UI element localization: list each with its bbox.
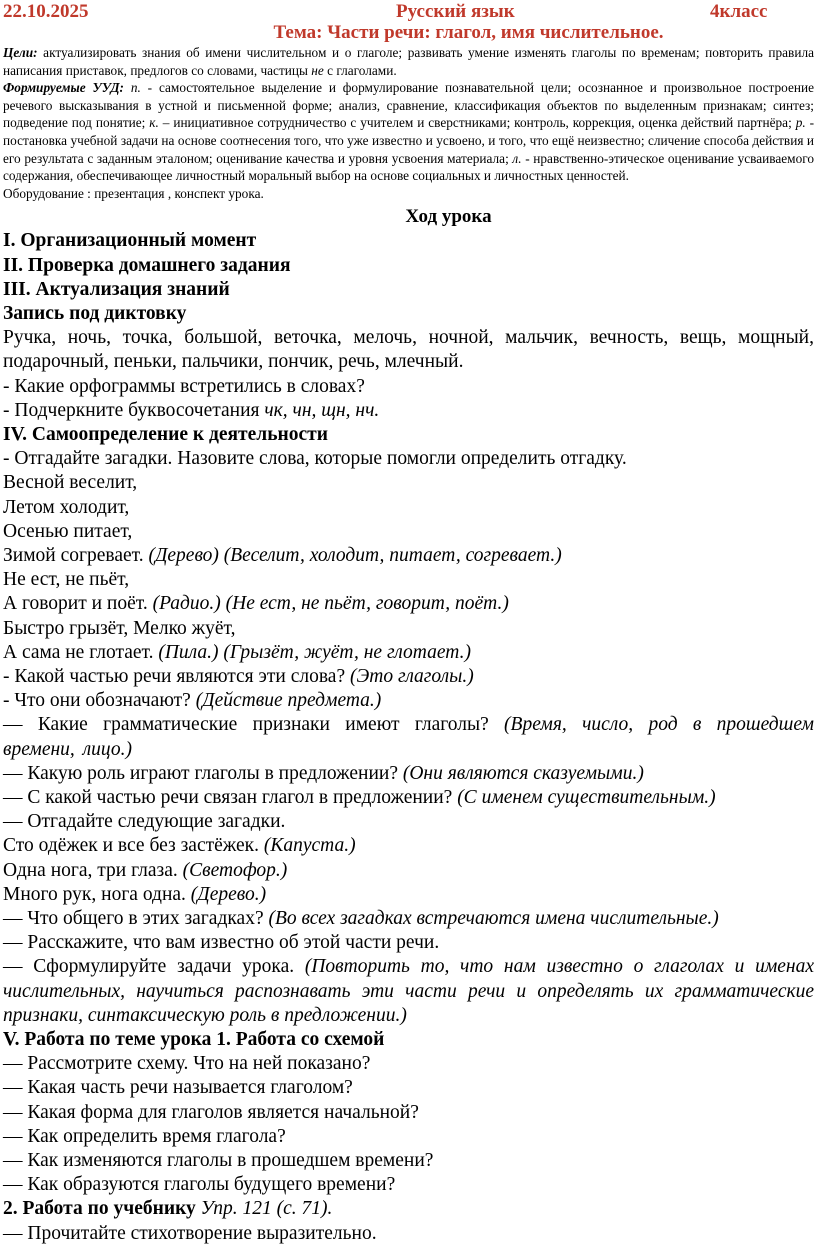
lesson-date: 22.10.2025 <box>3 1 89 22</box>
question-line: — Прочитайте стихотворение выразительно. <box>3 1222 377 1244</box>
course-title: Ход урока <box>405 206 492 228</box>
uud-k-label: к. <box>149 115 159 131</box>
goals-text: актуализировать знания об имени числительном и о глаголе; развивать умение изменять глаголы по временам; повторить правила написания приставок, предлогов со словами, частицы <box>3 45 814 78</box>
uud-l-text: - нравственно-этическое оценивание усваиваемого содержания, обеспечивающее личностный моральный выбор на основе социальных и личностных ценностей. <box>3 150 814 184</box>
uud-l-label: л. <box>512 150 522 166</box>
question-line: — Отгадайте следующие загадки. <box>3 811 286 833</box>
riddle-line: Одна нога, три глаза. (Светофор.) <box>3 859 288 881</box>
question-line: - Подчеркните буквосочетания чк, чн, щн, нч. <box>3 399 380 421</box>
uud-r-text: - постановка учебной задачи на основе соотнесения того, что уже известно и усвоено, и того, что ещё неизвестно; сличение способа действия и его результата с заданным эталоном; оценивание качества и уровня усвоения материала; <box>3 115 815 166</box>
goals-ne: не <box>311 62 324 78</box>
uud-p-label: п. <box>130 80 141 96</box>
goals-label: Цели: <box>3 45 38 60</box>
question-line: — Как образуются глаголы будущего времени? <box>3 1174 396 1196</box>
riddle-line: Летом холодит, <box>3 496 130 518</box>
uud-p-text: - самостоятельное выделение и формулирование познавательной цели; осознанное и произвольное построение речевого высказывания в устной и письменной форме; анализ, сравнение, классификация объектов по выделенным признакам; синтез; подведение под понятие; <box>3 80 815 131</box>
equipment-line: Оборудование : презентация , конспект урока. <box>3 185 264 201</box>
uud-r-label: р. <box>795 115 806 131</box>
question-line: — Сформулируйте задачи урока. (Повторить то, что нам известно о глаголах и именах числительных, научиться распознавать эти части речи и определять их грамматические признаки, синтаксическую роль в предложении.) <box>3 956 814 1026</box>
riddle-line: Осенью питает, <box>3 520 133 542</box>
uud-k-text: – инициативное сотрудничество с учителем и сверстниками; контроль, коррекция, оценка действий партнёра; <box>162 115 792 131</box>
riddle-line: Не ест, не пьёт, <box>3 569 130 591</box>
section-heading: 2. Работа по учебнику Упр. 121 (с. 71). <box>3 1198 333 1220</box>
riddle-line: А сама не глотает. (Пила.) (Грызёт, жуёт, не глотает.) <box>3 641 471 663</box>
question-line: - Что они обозначают? (Действие предмета.) <box>3 690 382 712</box>
dictation-words: Ручка, ночь, точка, большой, веточка, мелочь, ночной, мальчик, вечность, вещь, мощный, подарочный, пеньки, пальчики, пончик, речь, млечный. <box>3 327 814 373</box>
lesson-grade: 4класс <box>710 1 768 22</box>
question-line: - Какие орфограммы встретились в словах? <box>3 375 365 397</box>
question-line: — Какую роль играют глаголы в предложении? (Они являются сказуемыми.) <box>3 762 644 784</box>
question-line: - Какой частью речи являются эти слова? (Это глаголы.) <box>3 666 474 687</box>
section-heading: II. Проверка домашнего задания <box>3 254 291 276</box>
uud-label: Формируемые УУД: <box>3 80 124 96</box>
question-line: — Какие грамматические признаки имеют глаголы? (Время, число, род в прошедшем времени, лицо.) <box>3 714 814 760</box>
lesson-body <box>3 229 814 1246</box>
question-line: — Какая форма для глаголов является начальной? <box>3 1101 419 1123</box>
section-heading: Запись под диктовку <box>3 302 187 324</box>
riddle-line: Зимой согревает. (Дерево) (Веселит, холодит, питает, согревает.) <box>3 544 562 566</box>
question-line: — Как изменяются глаголы в прошедшем времени? <box>3 1150 434 1172</box>
question-line: — Как определить время глагола? <box>3 1125 286 1147</box>
lesson-subject: Русский язык <box>396 1 515 22</box>
document-header <box>3 0 814 22</box>
riddle-line: Быстро грызёт, Мелко жуёт, <box>3 617 236 639</box>
question-line: — Что общего в этих загадках? (Во всех загадках встречаются имена числительные.) <box>3 908 719 930</box>
section-heading: I. Организационный момент <box>3 230 257 252</box>
section-heading: IV. Самоопределение к деятельности <box>3 423 328 445</box>
riddle-line: Весной веселит, <box>3 472 138 494</box>
section-heading: V. Работа по теме урока 1. Работа со схемой <box>3 1029 385 1051</box>
riddle-line: А говорит и поёт. (Радио.) (Не ест, не пьёт, говорит, поёт.) <box>3 593 509 615</box>
question-line: — Какая часть речи называется глаголом? <box>3 1077 353 1099</box>
uud-paragraph <box>3 79 814 185</box>
question-line: — С какой частью речи связан глагол в предложении? (С именем существительным.) <box>3 787 716 809</box>
question-line: — Рассмотрите схему. Что на ней показано? <box>3 1053 371 1075</box>
goals-tail: с глаголами. <box>327 62 397 78</box>
goals-paragraph <box>3 44 814 79</box>
riddle-line: Много рук, нога одна. (Дерево.) <box>3 883 267 905</box>
question-line: — Расскажите, что вам известно об этой части речи. <box>3 932 440 954</box>
question-line: - Отгадайте загадки. Назовите слова, которые помогли определить отгадку. <box>3 448 627 470</box>
lesson-topic: Тема: Части речи: глагол, имя числительное. <box>273 22 664 43</box>
section-heading: III. Актуализация знаний <box>3 278 230 300</box>
riddle-line: Сто одёжек и все без застёжек. (Капуста.) <box>3 835 356 857</box>
